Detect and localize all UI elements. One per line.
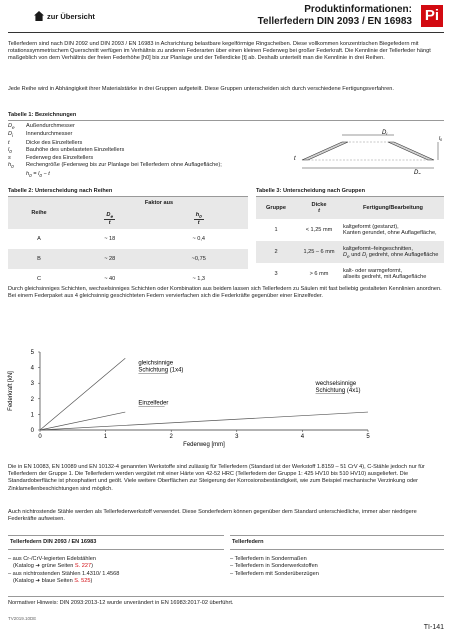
table1-text: Innendurchmesser xyxy=(26,131,73,138)
table2-cell: A xyxy=(37,236,41,243)
box-right-item: – Tellerfedern mit Sonderüberzügen xyxy=(230,570,319,577)
spring-force-chart xyxy=(0,346,452,458)
x-axis-label: Federweg [mm] xyxy=(183,442,225,448)
table1-text: Rechengröße (Federweg bis zur Planlage bei Tellerfedern ohne Auflagefläche); xyxy=(26,162,222,169)
table1-text: Federweg des Einzeltellers xyxy=(26,155,94,162)
x-tick-label: 1 xyxy=(103,434,108,440)
table1-row: $l_0$ Bauhöhe des unbelasteten Einzeltellers xyxy=(8,146,125,154)
table-row xyxy=(256,241,444,263)
table1-row: $D_i$ Innendurchmesser xyxy=(8,131,73,139)
table1-text: Außendurchmesser xyxy=(26,123,75,129)
title-line-1: Produktinformationen: xyxy=(304,4,412,15)
table2-sub1-bottom: t xyxy=(108,220,111,227)
table1-row: $D_e$ Außendurchmesser xyxy=(8,123,75,131)
table2 xyxy=(8,188,248,289)
x-tick-label: 0 xyxy=(38,434,42,440)
normative-rule xyxy=(8,596,444,597)
table3-cell xyxy=(342,219,444,241)
home-link[interactable] xyxy=(34,11,95,21)
page-number: TI-141 xyxy=(423,624,444,631)
footer-code: TV2019.10DE xyxy=(8,616,37,621)
home-icon xyxy=(34,11,44,21)
table2-grid xyxy=(8,197,248,289)
catalog-link-227[interactable]: S. 227 xyxy=(74,563,92,570)
y-tick-label: 2 xyxy=(30,396,34,403)
catalog-ref-text: (Katalog ➜ grüne Seiten xyxy=(13,563,75,570)
table1-text: Dicke des Einzeltellers xyxy=(26,139,83,146)
annotation-wechselsinnig-2: Schichtung (4x1) xyxy=(315,387,361,394)
catalog-ref-text: (Katalog ➜ blaue Seiten xyxy=(13,577,75,584)
x-tick-label: 2 xyxy=(169,434,173,440)
table1-sym: s xyxy=(8,155,11,162)
table1-row: $h_0$ Rechengröße (Federweg bis zur Planlage bei Tellerfedern ohne Auflagefläche); xyxy=(8,162,222,170)
y-tick-label: 1 xyxy=(30,412,34,419)
table3-cell: 1,25 – 6 mm xyxy=(303,249,335,256)
de-label: De xyxy=(414,170,421,174)
table3-cell xyxy=(342,241,444,263)
table3-title: Tabelle 3: Unterscheidung nach Gruppen xyxy=(256,188,444,197)
home-label: zur Übersicht xyxy=(47,11,95,21)
box-left-item: – aus Cr-/CrV-legierten Edelstählen xyxy=(8,556,96,563)
title-line-2: Tellerfedern DIN 2093 / EN 16983 xyxy=(257,16,412,27)
table1-row xyxy=(8,140,278,147)
table2-cell: B xyxy=(37,256,41,263)
table3-line: allseits gedreht, mit Auflagefläche xyxy=(343,274,427,281)
material-paragraph: Die in EN 10083, EN 10089 und EN 10132-4 genannten Werkstoffe sind zulässig für Tellerfedern (Standard ist der Werkstoff 1.8159 – 51 CrV 4), C-Stähle jedoch nur für Tellerfedern der Gruppe 1. Die Tellerfedern werden vergütet mit einer Härte von 42-52 HRC (Tellerfedern der Gruppe 1: 425 HV10 bis 510 HV10) ausgeliefert. Die Standardoberfläche ist phosphatiert und geölt. Viele weitere Oberflächen zur Steigerung der Korrosionsbeständigkeit, wie zum Beispiel mechanische Verzinkung oder Zinklamellenbeschichtungen sind möglich. xyxy=(8,464,425,492)
table1-row: $h_0 = l_0 - t$ xyxy=(26,170,50,178)
catalog-link-525[interactable]: S. 525 xyxy=(74,577,91,584)
annotation-gleichsinnig-1: gleichsinnige xyxy=(138,360,174,367)
table2-cell: ~0,75 xyxy=(191,256,206,263)
table-row xyxy=(8,249,248,269)
table3-head-dicke-sub: t xyxy=(318,208,320,215)
series-line xyxy=(40,358,125,430)
table2-cell: ~ 40 xyxy=(104,276,116,283)
table3-line: kaltgeformt–feingeschnitten, xyxy=(343,245,413,252)
table2-sub2-bottom: t xyxy=(197,220,200,227)
table3-head-fert: Fertigung/Bearbeitung xyxy=(363,205,423,212)
l0-label: $l_0$ xyxy=(439,136,443,142)
table3-cell: 1 xyxy=(274,227,278,234)
intro-paragraph-1: Tellerfedern sind nach DIN 2092 und DIN 2093 / EN 16983 in Achsrichtung belastbare kegelförmige Ringscheiben. Diese vollkommen konzentrischen Biegefedern mit rotationssymmetrischem Querschnitt verfügen im Verhältnis zu anderen Federarten über einen kleinen Federweg bei großer Federkraft. Die Kennlinie der Tellerfeder hängt maßgeblich von dem Verhältnis der freien Federhöhe [h0] bis zur Planlage und der Tellerdicke [t] ab. Deshalb unterteilt man die Kennlinie in drei Reihen. xyxy=(8,41,431,62)
y-tick-label: 5 xyxy=(30,350,34,356)
table1-rule xyxy=(8,120,444,121)
table3 xyxy=(256,188,444,285)
table3-cell: 3 xyxy=(274,271,278,278)
page-title xyxy=(258,4,412,28)
series-line xyxy=(40,412,368,430)
catalog-ref-close: ) xyxy=(91,563,93,570)
catalog-ref-close: ) xyxy=(90,577,93,584)
stainless-paragraph: Auch nichtrostende Stähle werden als Tellerfederwerkstoff verwendet. Diese Sonderfedern können gegenüber dem Standard unterschiedliche, immer aber niedrigere Federkräfte aufweisen. xyxy=(8,509,417,523)
table1-list xyxy=(8,123,278,179)
intro-paragraph-2: Jede Reihe wird in Abhängigkeit ihrer Materialstärke in drei Gruppen aufgeteilt. Diese Gruppen unterscheiden sich durch verschiedene Fertigungsverfahren. xyxy=(8,86,394,92)
table2-sub2: $h_0$ t xyxy=(149,209,248,229)
table3-head-gruppe: Gruppe xyxy=(266,205,286,212)
table2-cell: C xyxy=(36,276,42,283)
box-right-list xyxy=(230,556,444,578)
box-left-item xyxy=(8,563,224,570)
annotation-einzelfeder: Einzelfeder xyxy=(138,400,169,407)
x-tick-label: 3 xyxy=(235,434,239,440)
y-tick-label: 0 xyxy=(30,428,34,434)
table2-cell: ~ 28 xyxy=(104,256,116,263)
box-right-item: – Tellerfedern in Sonderwerkstoffen xyxy=(230,563,318,570)
table-row xyxy=(256,263,444,285)
y-tick-label: 4 xyxy=(30,365,34,372)
table2-cell: ~ 18 xyxy=(104,236,116,243)
t-label: t xyxy=(294,156,296,162)
y-axis-label: Federkraft [kN] xyxy=(8,371,14,411)
spring-cross-section-diagram xyxy=(290,124,444,174)
x-tick-label: 5 xyxy=(366,434,370,440)
table3-head-dicke xyxy=(296,197,342,219)
table3-cell: > 6 mm xyxy=(309,271,329,278)
table2-title: Tabelle 2: Unterscheidung nach Reihen xyxy=(8,188,248,197)
header-rule xyxy=(8,32,444,33)
table2-cell: ~ 0,4 xyxy=(192,236,206,243)
table3-grid xyxy=(256,197,444,285)
series-line xyxy=(40,412,125,430)
x-tick-label: 4 xyxy=(300,434,305,440)
box-left-title: Tellerfedern DIN 2093 / EN 16983 xyxy=(8,535,224,550)
table-row xyxy=(8,229,248,249)
pi-logo: Pi xyxy=(421,5,443,27)
table3-cell: < 1,25 mm xyxy=(305,227,333,234)
table2-sub1: $D_e$ t xyxy=(70,209,149,229)
box-left-list xyxy=(8,556,224,585)
annotation-wechselsinnig-1: wechselsinnige xyxy=(315,380,357,387)
table1-title: Tabelle 1: Bezeichnungen xyxy=(8,112,77,118)
table3-line: kalt- oder warmgeformt, xyxy=(343,268,403,275)
y-tick-label: 3 xyxy=(30,381,34,388)
table2-head-reihe: Reihe xyxy=(31,210,47,217)
di-label: Di xyxy=(382,130,388,136)
table1-sym: t xyxy=(8,139,10,146)
table3-head-dicke-label: Dicke xyxy=(311,202,327,209)
table3-line: $D_e$ und $D_i$ gedreht, ohne Auflagefläche xyxy=(343,251,439,259)
box-right-title: Tellerfedern xyxy=(230,535,444,550)
box-right xyxy=(230,530,444,578)
table3-line: kaltgeformt (gestanzt), xyxy=(343,224,399,231)
box-right-item: – Tellerfedern in Sondermaßen xyxy=(230,556,307,563)
annotation-gleichsinnig-2: Schichtung (1x4) xyxy=(138,367,184,374)
normative-note: Normativer Hinweis: DIN 2093:2013-12 wurde unverändert in EN 16983:2017-02 überführt. xyxy=(8,600,234,606)
table1-text: Bauhöhe des unbelasteten Einzeltellers xyxy=(26,146,125,153)
table1-row xyxy=(8,155,278,162)
stacking-paragraph: Durch gleichsinniges Schichten, wechselsinniges Schichten oder Kombination aus beidem lassen sich Tellerfedern zu Säulen mit fast beliebig gestalteten Kennlinien anordnen. Bei einem Federpaket aus 4 gleichsinnig geschichteten Federn vervierfachen sich die Federkräfte gegenüber einer Einzelfeder. xyxy=(8,286,442,300)
box-left-item: – aus nichtrostenden Stählen 1.4310/ 1.4568 xyxy=(8,570,120,577)
table3-cell xyxy=(342,263,444,285)
box-left xyxy=(8,530,224,585)
table3-line: Kanten gerundet, ohne Auflagefläche, xyxy=(343,230,437,237)
table3-cell: 2 xyxy=(274,249,278,256)
box-left-item xyxy=(8,578,224,585)
table2-cell: ~ 1,3 xyxy=(192,276,206,283)
table-row xyxy=(256,219,444,241)
table2-head-faktor: Faktor aus xyxy=(144,200,174,207)
